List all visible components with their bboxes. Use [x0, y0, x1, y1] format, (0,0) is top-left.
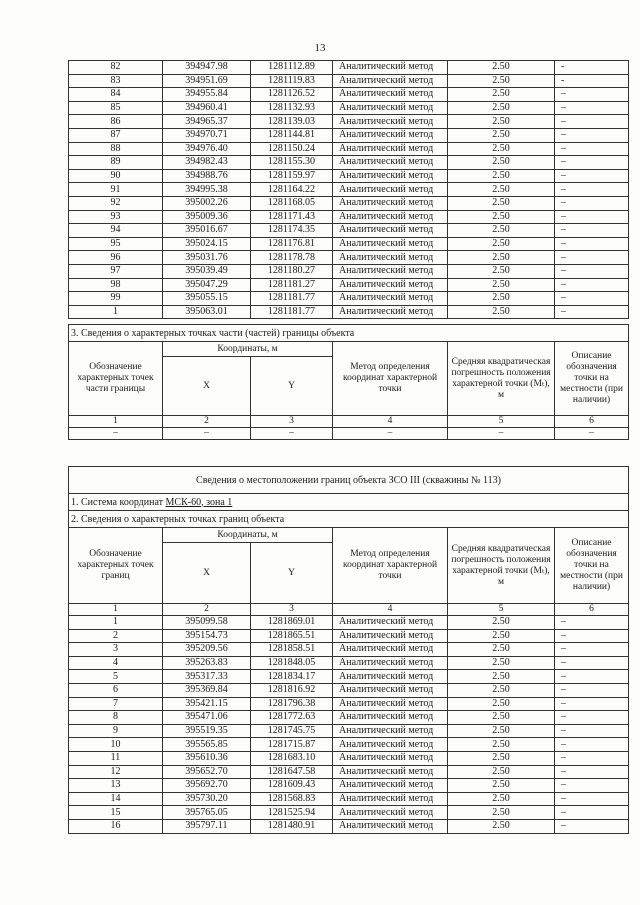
cell-coord-x: 395797.11 — [163, 819, 251, 833]
cell-error: 2.50 — [448, 142, 555, 156]
cell-description: – — [555, 305, 629, 319]
cell-error: 2.50 — [448, 115, 555, 129]
table-row — [69, 806, 629, 820]
cell-coord-x: 394947.98 — [163, 61, 251, 75]
cell-method: Аналитический метод — [333, 616, 448, 630]
cell-coord-y: 1281176.81 — [251, 237, 333, 251]
cell-coord-y: 1281159.97 — [251, 169, 333, 183]
cell-description: – — [555, 115, 629, 129]
table-row — [69, 779, 629, 793]
table-row — [69, 292, 629, 306]
cell-coord-y: 1281119.83 — [251, 74, 333, 88]
col-number: 1 — [69, 604, 163, 616]
cell-method: Аналитический метод — [333, 738, 448, 752]
cell-method: Аналитический метод — [333, 779, 448, 793]
cell-point-id: 98 — [69, 278, 163, 292]
cell-error: 2.50 — [448, 128, 555, 142]
table-row — [69, 656, 629, 670]
table-row — [69, 210, 629, 224]
cell-error: 2.50 — [448, 61, 555, 75]
cell-point-id: 84 — [69, 88, 163, 102]
empty-cell: – — [163, 428, 251, 440]
cell-method: Аналитический метод — [333, 210, 448, 224]
cell-point-id: 88 — [69, 142, 163, 156]
col-y-header: Y — [251, 357, 333, 416]
table-row — [69, 183, 629, 197]
cell-error: 2.50 — [448, 88, 555, 102]
cell-error: 2.50 — [448, 196, 555, 210]
cell-coord-x: 395039.49 — [163, 264, 251, 278]
cell-description: – — [555, 169, 629, 183]
table-row — [69, 88, 629, 102]
table-row — [69, 765, 629, 779]
table-row — [69, 224, 629, 238]
cell-method: Аналитический метод — [333, 683, 448, 697]
cell-point-id: 13 — [69, 779, 163, 793]
cell-description: – — [555, 210, 629, 224]
cell-error: 2.50 — [448, 819, 555, 833]
cell-coord-y: 1281816.92 — [251, 683, 333, 697]
cell-description: – — [555, 616, 629, 630]
col-y-header: Y — [251, 543, 333, 604]
cell-description: – — [555, 819, 629, 833]
cell-method: Аналитический метод — [333, 305, 448, 319]
cell-coord-y: 1281865.51 — [251, 629, 333, 643]
cell-coord-x: 395016.67 — [163, 224, 251, 238]
cell-point-id: 99 — [69, 292, 163, 306]
cell-coord-y: 1281848.05 — [251, 656, 333, 670]
cell-description: – — [555, 656, 629, 670]
cell-point-id: 93 — [69, 210, 163, 224]
cell-error: 2.50 — [448, 224, 555, 238]
cell-method: Аналитический метод — [333, 819, 448, 833]
cell-method: Аналитический метод — [333, 765, 448, 779]
cell-method: Аналитический метод — [333, 74, 448, 88]
cell-method: Аналитический метод — [333, 183, 448, 197]
cell-description: - — [555, 74, 629, 88]
cell-description: – — [555, 278, 629, 292]
section3-title: 3. Сведения о характерных точках части (частей) границы объекта — [69, 325, 629, 342]
col-number: 4 — [333, 604, 448, 616]
cell-coord-y: 1281155.30 — [251, 156, 333, 170]
cell-coord-x: 394951.69 — [163, 74, 251, 88]
coordinate-system-name: МСК-60, зона 1 — [165, 496, 233, 508]
cell-description: – — [555, 88, 629, 102]
cell-description: – — [555, 683, 629, 697]
cell-method: Аналитический метод — [333, 115, 448, 129]
cell-coord-x: 395692.70 — [163, 779, 251, 793]
cell-description: – — [555, 724, 629, 738]
table-row — [69, 751, 629, 765]
cell-point-id: 86 — [69, 115, 163, 129]
cell-method: Аналитический метод — [333, 128, 448, 142]
table-row — [69, 128, 629, 142]
table-row — [69, 738, 629, 752]
cell-point-id: 12 — [69, 765, 163, 779]
cell-error: 2.50 — [448, 779, 555, 793]
cell-method: Аналитический метод — [333, 670, 448, 684]
boundary-points-table-continued — [68, 60, 629, 319]
cell-description: – — [555, 156, 629, 170]
cell-error: 2.50 — [448, 616, 555, 630]
cell-error: 2.50 — [448, 278, 555, 292]
cell-coord-y: 1281869.01 — [251, 616, 333, 630]
cell-error: 2.50 — [448, 237, 555, 251]
cell-error: 2.50 — [448, 738, 555, 752]
cell-point-id: 85 — [69, 101, 163, 115]
cell-coord-y: 1281126.52 — [251, 88, 333, 102]
cell-point-id: 16 — [69, 819, 163, 833]
table-row — [69, 305, 629, 319]
cell-point-id: 15 — [69, 806, 163, 820]
cell-error: 2.50 — [448, 169, 555, 183]
cell-error: 2.50 — [448, 711, 555, 725]
cell-method: Аналитический метод — [333, 88, 448, 102]
cell-error: 2.50 — [448, 629, 555, 643]
cell-error: 2.50 — [448, 656, 555, 670]
cell-coord-x: 394988.76 — [163, 169, 251, 183]
cell-point-id: 94 — [69, 224, 163, 238]
cell-method: Аналитический метод — [333, 237, 448, 251]
empty-cell: – — [333, 428, 448, 440]
col-method-header: Метод определения координат характерной точки — [333, 528, 448, 604]
table-row — [69, 711, 629, 725]
cell-description: – — [555, 292, 629, 306]
coordinate-system-prefix: 1. Система координат — [71, 496, 166, 508]
col-point-header: Обозначение характерных точек части границы — [69, 342, 163, 416]
cell-coord-x: 395421.15 — [163, 697, 251, 711]
col-number: 2 — [163, 416, 251, 428]
table-row — [69, 629, 629, 643]
empty-cell: – — [555, 428, 629, 440]
cell-point-id: 10 — [69, 738, 163, 752]
cell-description: – — [555, 697, 629, 711]
col-point-header: Обозначение характерных точек границ — [69, 528, 163, 604]
cell-point-id: 83 — [69, 74, 163, 88]
cell-point-id: 1 — [69, 305, 163, 319]
col-number: 3 — [251, 416, 333, 428]
cell-description: – — [555, 224, 629, 238]
cell-coord-x: 395024.15 — [163, 237, 251, 251]
cell-coord-x: 394955.84 — [163, 88, 251, 102]
cell-method: Аналитический метод — [333, 156, 448, 170]
cell-error: 2.50 — [448, 101, 555, 115]
cell-description: – — [555, 251, 629, 265]
cell-point-id: 82 — [69, 61, 163, 75]
cell-description: – — [555, 237, 629, 251]
cell-coord-x: 395002.26 — [163, 196, 251, 210]
cell-coord-y: 1281858.51 — [251, 643, 333, 657]
cell-method: Аналитический метод — [333, 196, 448, 210]
cell-error: 2.50 — [448, 74, 555, 88]
cell-coord-y: 1281834.17 — [251, 670, 333, 684]
cell-coord-y: 1281181.77 — [251, 305, 333, 319]
cell-method: Аналитический метод — [333, 142, 448, 156]
cell-method: Аналитический метод — [333, 656, 448, 670]
cell-coord-x: 395765.05 — [163, 806, 251, 820]
cell-coord-x: 395369.84 — [163, 683, 251, 697]
cell-coord-y: 1281480.91 — [251, 819, 333, 833]
cell-method: Аналитический метод — [333, 751, 448, 765]
cell-coord-y: 1281647.58 — [251, 765, 333, 779]
col-number: 1 — [69, 416, 163, 428]
cell-description: – — [555, 738, 629, 752]
cell-description: – — [555, 711, 629, 725]
cell-coord-x: 395263.83 — [163, 656, 251, 670]
cell-coord-y: 1281139.03 — [251, 115, 333, 129]
cell-point-id: 87 — [69, 128, 163, 142]
cell-method: Аналитический метод — [333, 643, 448, 657]
col-number: 5 — [448, 416, 555, 428]
cell-coord-y: 1281174.35 — [251, 224, 333, 238]
cell-coord-y: 1281609.43 — [251, 779, 333, 793]
cell-point-id: 91 — [69, 183, 163, 197]
table-row — [69, 251, 629, 265]
table-row — [69, 169, 629, 183]
table-row — [69, 142, 629, 156]
col-number: 4 — [333, 416, 448, 428]
col-desc-header: Описание обозначения точки на местности (при наличии) — [555, 528, 629, 604]
table-row — [69, 61, 629, 75]
cell-description: – — [555, 183, 629, 197]
cell-point-id: 4 — [69, 656, 163, 670]
cell-coord-x: 395652.70 — [163, 765, 251, 779]
cell-error: 2.50 — [448, 264, 555, 278]
cell-coord-x: 395730.20 — [163, 792, 251, 806]
cell-method: Аналитический метод — [333, 724, 448, 738]
cell-coord-x: 395099.58 — [163, 616, 251, 630]
cell-coord-y: 1281144.81 — [251, 128, 333, 142]
cell-description: – — [555, 196, 629, 210]
cell-coord-x: 394960.41 — [163, 101, 251, 115]
cell-coord-y: 1281112.89 — [251, 61, 333, 75]
cell-coord-x: 395031.76 — [163, 251, 251, 265]
cell-error: 2.50 — [448, 724, 555, 738]
cell-coord-x: 395209.56 — [163, 643, 251, 657]
col-coords-header: Координаты, м — [163, 528, 333, 543]
cell-coord-x: 394965.37 — [163, 115, 251, 129]
cell-description: – — [555, 670, 629, 684]
cell-coord-x: 395519.35 — [163, 724, 251, 738]
coordinate-system — [69, 494, 629, 511]
cell-coord-y: 1281164.22 — [251, 183, 333, 197]
col-number: 5 — [448, 604, 555, 616]
cell-error: 2.50 — [448, 156, 555, 170]
cell-description: – — [555, 643, 629, 657]
cell-method: Аналитический метод — [333, 264, 448, 278]
cell-error: 2.50 — [448, 683, 555, 697]
page-number: 13 — [314, 42, 326, 54]
col-desc-header: Описание обозначения точки на местности (при наличии) — [555, 342, 629, 416]
cell-description: - — [555, 61, 629, 75]
empty-cell: – — [251, 428, 333, 440]
table-row — [69, 792, 629, 806]
cell-point-id: 3 — [69, 643, 163, 657]
table-row — [69, 264, 629, 278]
cell-description: – — [555, 792, 629, 806]
cell-coord-x: 395317.33 — [163, 670, 251, 684]
cell-coord-x: 394982.43 — [163, 156, 251, 170]
cell-point-id: 6 — [69, 683, 163, 697]
cell-method: Аналитический метод — [333, 711, 448, 725]
table-row — [69, 196, 629, 210]
table-row — [69, 819, 629, 833]
table-row — [69, 616, 629, 630]
cell-coord-y: 1281168.05 — [251, 196, 333, 210]
table-row — [69, 278, 629, 292]
cell-error: 2.50 — [448, 643, 555, 657]
table-row — [69, 74, 629, 88]
table-row — [69, 237, 629, 251]
cell-error: 2.50 — [448, 806, 555, 820]
col-error-header: Средняя квадратическая погрешность положения характерной точки (Mₜ), м — [448, 342, 555, 416]
col-x-header: X — [163, 543, 251, 604]
cell-point-id: 89 — [69, 156, 163, 170]
cell-coord-y: 1281796.38 — [251, 697, 333, 711]
cell-coord-x: 394970.71 — [163, 128, 251, 142]
table-row — [69, 101, 629, 115]
cell-coord-y: 1281772.63 — [251, 711, 333, 725]
cell-description: – — [555, 751, 629, 765]
cell-coord-y: 1281178.78 — [251, 251, 333, 265]
cell-coord-x: 395047.29 — [163, 278, 251, 292]
cell-error: 2.50 — [448, 305, 555, 319]
cell-method: Аналитический метод — [333, 278, 448, 292]
cell-coord-x: 394976.40 — [163, 142, 251, 156]
col-x-header: X — [163, 357, 251, 416]
cell-method: Аналитический метод — [333, 169, 448, 183]
table-row — [69, 643, 629, 657]
table-row — [69, 156, 629, 170]
cell-point-id: 92 — [69, 196, 163, 210]
section2-title: 2. Сведения о характерных точках границ объекта — [69, 511, 629, 528]
empty-cell: – — [448, 428, 555, 440]
cell-coord-y: 1281181.27 — [251, 278, 333, 292]
cell-coord-x: 395565.85 — [163, 738, 251, 752]
cell-coord-y: 1281715.87 — [251, 738, 333, 752]
empty-cell: – — [69, 428, 163, 440]
cell-coord-y: 1281180.27 — [251, 264, 333, 278]
cell-coord-y: 1281181.77 — [251, 292, 333, 306]
cell-description: – — [555, 765, 629, 779]
cell-description: – — [555, 806, 629, 820]
cell-coord-x: 395610.36 — [163, 751, 251, 765]
cell-description: – — [555, 629, 629, 643]
table-row — [69, 697, 629, 711]
cell-description: – — [555, 101, 629, 115]
cell-error: 2.50 — [448, 670, 555, 684]
cell-method: Аналитический метод — [333, 792, 448, 806]
cell-coord-y: 1281171.43 — [251, 210, 333, 224]
cell-point-id: 90 — [69, 169, 163, 183]
table-row — [69, 724, 629, 738]
col-number: 6 — [555, 416, 629, 428]
col-number: 2 — [163, 604, 251, 616]
cell-point-id: 95 — [69, 237, 163, 251]
cell-point-id: 8 — [69, 711, 163, 725]
cell-error: 2.50 — [448, 251, 555, 265]
cell-point-id: 7 — [69, 697, 163, 711]
cell-coord-x: 395063.01 — [163, 305, 251, 319]
cell-coord-y: 1281132.93 — [251, 101, 333, 115]
cell-coord-y: 1281745.75 — [251, 724, 333, 738]
cell-error: 2.50 — [448, 751, 555, 765]
cell-coord-y: 1281683.10 — [251, 751, 333, 765]
cell-error: 2.50 — [448, 210, 555, 224]
cell-point-id: 2 — [69, 629, 163, 643]
zso-title: Сведения о местоположении границ объекта ЗСО III (скважины № 113) — [69, 467, 629, 494]
cell-coord-x: 395471.06 — [163, 711, 251, 725]
cell-method: Аналитический метод — [333, 251, 448, 265]
cell-method: Аналитический метод — [333, 224, 448, 238]
cell-point-id: 9 — [69, 724, 163, 738]
cell-point-id: 96 — [69, 251, 163, 265]
col-coords-header: Координаты, м — [163, 342, 333, 357]
col-error-header: Средняя квадратическая погрешность положения характерной точки (Mₜ), м — [448, 528, 555, 604]
cell-error: 2.50 — [448, 697, 555, 711]
cell-point-id: 14 — [69, 792, 163, 806]
col-method-header: Метод определения координат характерной точки — [333, 342, 448, 416]
table-row — [69, 115, 629, 129]
cell-error: 2.50 — [448, 792, 555, 806]
cell-method: Аналитический метод — [333, 101, 448, 115]
table-row — [69, 683, 629, 697]
cell-coord-x: 394995.38 — [163, 183, 251, 197]
cell-coord-x: 395154.73 — [163, 629, 251, 643]
cell-point-id: 97 — [69, 264, 163, 278]
cell-method: Аналитический метод — [333, 629, 448, 643]
cell-error: 2.50 — [448, 292, 555, 306]
cell-point-id: 11 — [69, 751, 163, 765]
cell-coord-y: 1281525.94 — [251, 806, 333, 820]
cell-coord-y: 1281568.83 — [251, 792, 333, 806]
part-boundary-points-table — [68, 324, 629, 440]
cell-point-id: 1 — [69, 616, 163, 630]
cell-method: Аналитический метод — [333, 292, 448, 306]
cell-method: Аналитический метод — [333, 697, 448, 711]
cell-description: – — [555, 128, 629, 142]
cell-error: 2.50 — [448, 183, 555, 197]
cell-point-id: 5 — [69, 670, 163, 684]
cell-coord-x: 395055.15 — [163, 292, 251, 306]
cell-description: – — [555, 264, 629, 278]
cell-error: 2.50 — [448, 765, 555, 779]
cell-description: – — [555, 142, 629, 156]
table-row — [69, 670, 629, 684]
col-number: 3 — [251, 604, 333, 616]
cell-coord-y: 1281150.24 — [251, 142, 333, 156]
cell-method: Аналитический метод — [333, 806, 448, 820]
col-number: 6 — [555, 604, 629, 616]
cell-method: Аналитический метод — [333, 61, 448, 75]
cell-coord-x: 395009.36 — [163, 210, 251, 224]
zso-boundary-table — [68, 466, 629, 834]
cell-description: – — [555, 779, 629, 793]
